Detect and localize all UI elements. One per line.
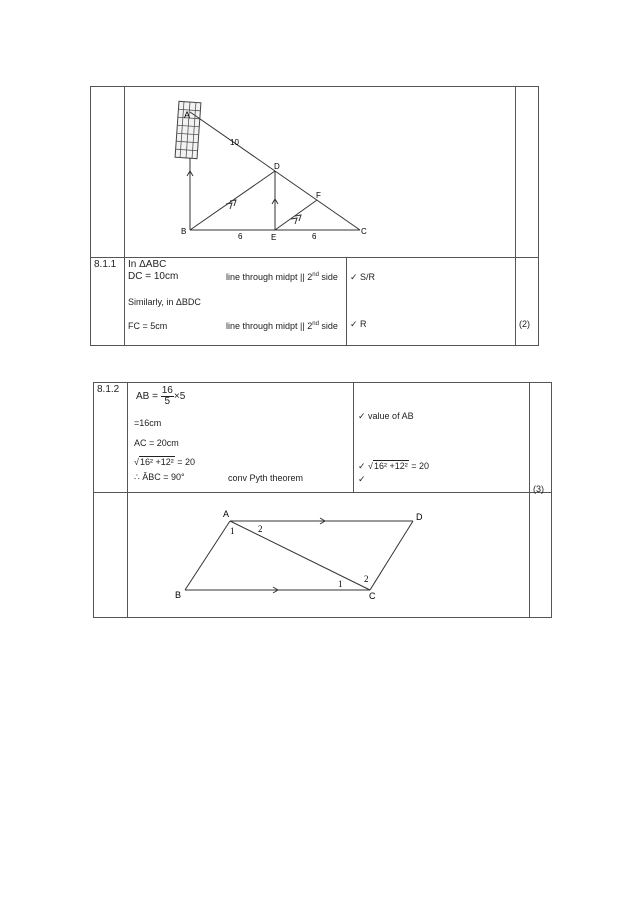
q812-mark-3: ✓ <box>358 474 366 484</box>
q811-line-triangle-abc: In ΔABC <box>128 259 167 270</box>
vertex-label-b2: B <box>175 590 182 600</box>
q811-reason-2: line through midpt || 2nd side <box>226 321 338 331</box>
table1-row-divider <box>90 257 539 258</box>
vertex-label-c2: C <box>369 591 376 601</box>
q811-line-dc: DC = 10cm <box>128 271 179 282</box>
q812-mark-2: ✓ √16² +12² = 20 <box>358 461 430 471</box>
question-number-8-1-2: 8.1.2 <box>97 384 120 395</box>
q812-total-marks: (3) <box>533 484 544 494</box>
q812-ab-numerator: 16 <box>161 385 173 396</box>
q812-sqrt-line: √16² +12² = 20 <box>134 457 196 467</box>
q811-line-fc: FC = 5cm <box>128 321 168 331</box>
vertex-label-a2: A <box>223 509 230 519</box>
vertex-label-f: F <box>316 191 321 200</box>
q811-mark-1: ✓ S/R <box>350 272 376 282</box>
q811-total-marks: (2) <box>519 319 530 329</box>
table2-col-divider-2 <box>529 382 530 618</box>
parallelogram-diagram-2 <box>170 505 440 605</box>
question-number-8-1-1: 8.1.1 <box>94 259 117 270</box>
q812-ac: AC = 20cm <box>134 438 179 448</box>
angle-label-a2: 2 <box>258 524 263 534</box>
q811-line-similarly: Similarly, in ΔBDC <box>128 297 201 307</box>
vertex-label-d2: D <box>416 512 423 522</box>
vertex-label-e: E <box>271 233 277 242</box>
q812-angle-line: ∴ ÂBC = 90° <box>134 472 185 482</box>
table1-col-divider-2 <box>515 86 516 346</box>
q812-ab-result: =16cm <box>134 418 162 428</box>
vertex-label-a: A <box>184 110 191 120</box>
q812-ab-expression: AB = $\frac{16}{5}$ ×5 <box>136 385 186 407</box>
vertex-label-c: C <box>361 227 367 236</box>
table2-col-divider-1 <box>127 382 128 618</box>
vertex-label-b: B <box>181 227 187 236</box>
table1-col-divider-1 <box>124 86 125 346</box>
q811-mark-2: ✓ R <box>350 319 367 329</box>
triangle-diagram-1 <box>160 98 380 243</box>
table2-row-divider <box>93 492 552 493</box>
length-label-ec: 6 <box>312 232 317 241</box>
vertex-label-d: D <box>274 162 280 171</box>
length-label-ad: 10 <box>230 138 239 147</box>
angle-label-a1: 1 <box>230 526 235 536</box>
table1-mark-divider <box>346 257 347 346</box>
angle-label-c1: 1 <box>338 579 343 589</box>
length-label-be: 6 <box>238 232 243 241</box>
table2-mark-divider <box>353 382 354 492</box>
angle-label-c2: 2 <box>364 574 369 584</box>
q812-reason: conv Pyth theorem <box>228 473 304 483</box>
q811-reason-1: line through midpt || 2nd side <box>226 272 338 282</box>
q812-mark-1: ✓ value of AB <box>358 411 414 421</box>
q812-ab-denominator: 5 <box>164 396 171 407</box>
